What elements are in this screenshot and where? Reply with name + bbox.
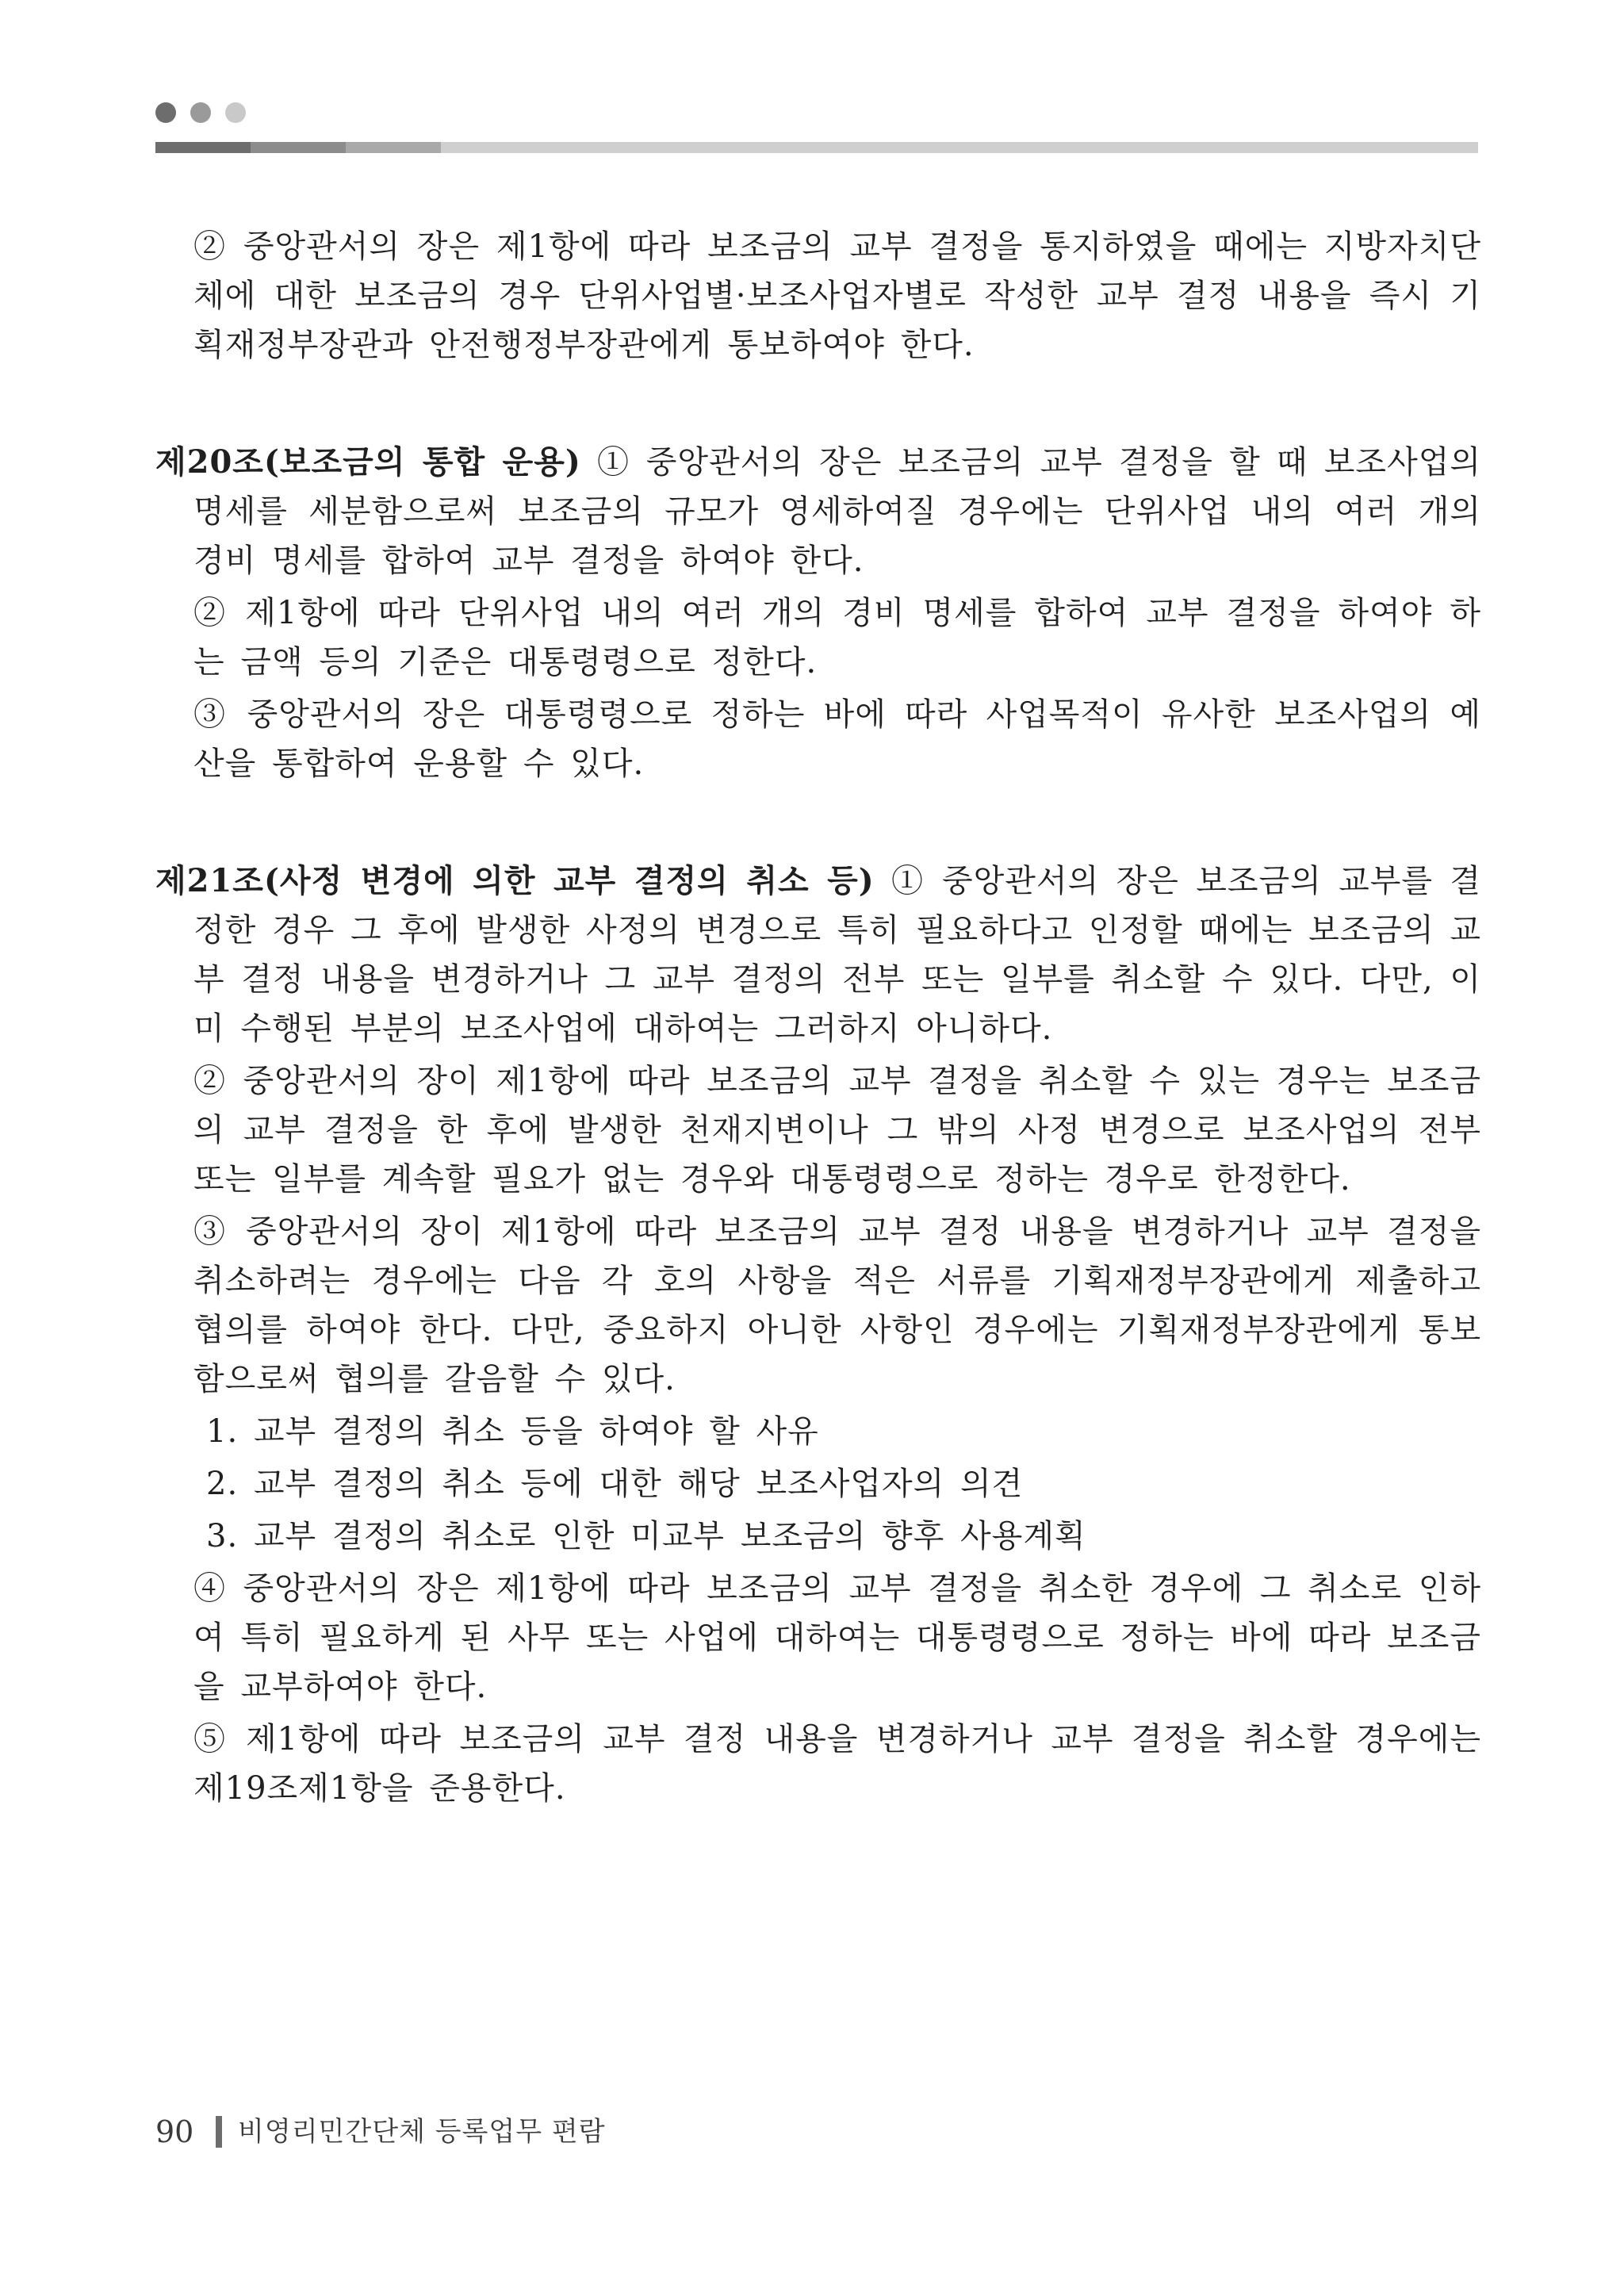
list-item: 1. 교부 결정의 취소 등을 하여야 할 사유	[206, 1413, 819, 1450]
page-number: 90	[155, 2114, 194, 2149]
article-21-paragraph-4: ④ 중앙관서의 장은 제1항에 따라 보조금의 교부 결정을 취소한 경우에 그 취소로 인하여 특히 필요하게 된 사무 또는 사업에 대하여는 대통령령으로 정하는 바에 따라 보조금을 교부하여야 한다.	[193, 1570, 1481, 1705]
header-dot-medium	[190, 102, 211, 123]
article-21	[155, 857, 1481, 1053]
header-rule	[155, 142, 1478, 153]
article-21-paragraph-2: ② 중앙관서의 장이 제1항에 따라 보조금의 교부 결정을 취소할 수 있는 경우는 보조금의 교부 결정을 한 후에 발생한 천재지변이나 그 밖의 사정 변경으로 보조사업의 전부 또는 일부를 계속할 필요가 없는 경우와 대통령령으로 정하는 경우로 한정한다.	[193, 1063, 1481, 1198]
article-21-paragraph-5: ⑤ 제1항에 따라 보조금의 교부 결정 내용을 변경하거나 교부 결정을 취소할 경우에는 제19조제1항을 준용한다.	[193, 1721, 1481, 1807]
article-20	[155, 438, 1481, 585]
header-rule-segment	[346, 142, 441, 153]
header-rule-segment	[251, 142, 346, 153]
footer-divider	[216, 2116, 222, 2148]
header-dot-light	[225, 102, 246, 123]
page-body	[155, 222, 1481, 1816]
book-title: 비영리민간단체 등록업무 편람	[238, 2116, 606, 2148]
article-20-paragraph-1: ① 중앙관서의 장은 보조금의 교부 결정을 할 때 보조사업의 명세를 세분함으로써 보조금의 규모가 영세하여질 경우에는 단위사업 내의 여러 개의 경비 명세를 합하여 교부 결정을 하여야 한다.	[193, 444, 1481, 579]
header-rule-segment	[155, 142, 251, 153]
article-20-paragraph-3: ③ 중앙관서의 장은 대통령령으로 정하는 바에 따라 사업목적이 유사한 보조사업의 예산을 통합하여 운용할 수 있다.	[193, 696, 1481, 782]
list-item: 3. 교부 결정의 취소로 인한 미교부 보조금의 향후 사용계획	[206, 1518, 1086, 1554]
header-dot-dark	[155, 102, 176, 123]
list-item: 2. 교부 결정의 취소 등에 대한 해당 보조사업자의 의견	[206, 1466, 1024, 1502]
article-21-paragraph-1: ① 중앙관서의 장은 보조금의 교부를 결정한 경우 그 후에 발생한 사정의 변경으로 특히 필요하다고 인정할 때에는 보조금의 교부 결정 내용을 변경하거나 그 교부 결정의 전부 또는 일부를 취소할 수 있다. 다만, 이미 수행된 부분의 보조사업에 대하여는 그러하지 아니하다.	[193, 863, 1481, 1047]
article-20-heading: 제20조(보조금의 통합 운용)	[155, 443, 581, 481]
article-19-paragraph-2: ② 중앙관서의 장은 제1항에 따라 보조금의 교부 결정을 통지하였을 때에는 지방자치단체에 대한 보조금의 경우 단위사업별·보조사업자별로 작성한 교부 결정 내용을 즉시 기획재정부장관과 안전행정부장관에게 통보하여야 한다.	[193, 228, 1481, 363]
article-21-heading: 제21조(사정 변경에 의한 교부 결정의 취소 등)	[155, 862, 875, 899]
article-20-paragraph-2: ② 제1항에 따라 단위사업 내의 여러 개의 경비 명세를 합하여 교부 결정을 하여야 하는 금액 등의 기준은 대통령령으로 정한다.	[193, 595, 1481, 680]
article-21-paragraph-3: ③ 중앙관서의 장이 제1항에 따라 보조금의 교부 결정 내용을 변경하거나 교부 결정을 취소하려는 경우에는 다음 각 호의 사항을 적은 서류를 기획재정부장관에게 제출하고 협의를 하여야 한다. 다만, 중요하지 아니한 사항인 경우에는 기획재정부장관에게 통보함으로써 협의를 갈음할 수 있다.	[193, 1213, 1481, 1397]
